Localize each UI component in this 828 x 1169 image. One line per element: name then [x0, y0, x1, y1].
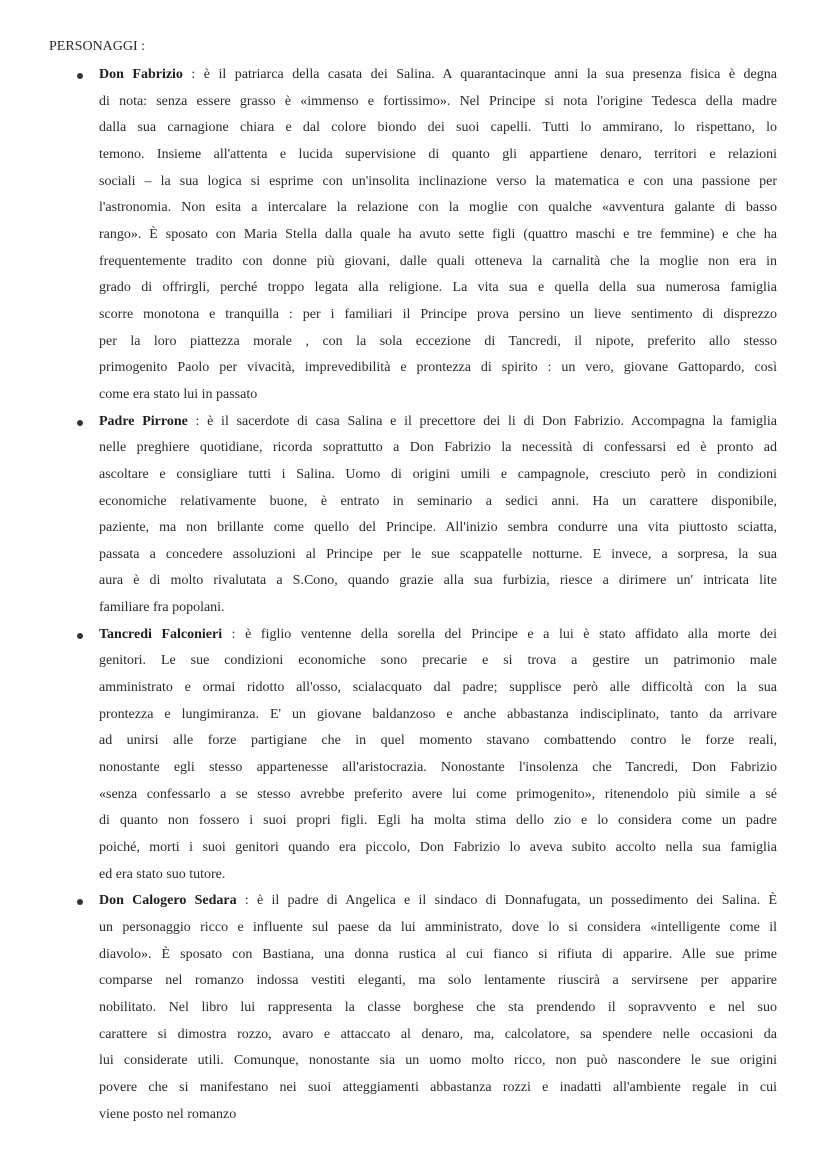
character-name: Padre Pirrone: [99, 413, 188, 429]
text-line: ascoltare e consigliare tutti i Salina. Uomo di origini umili e campagnole, cresciuto però in condizioni: [99, 466, 777, 482]
text-line: [99, 622, 777, 649]
text-line: nelle preghiere quotidiane, ricorda soprattutto a Don Fabrizio la necessità di confessarsi ed è pronto ad: [99, 440, 777, 456]
text-line: frequentemente tradito con donne più giovani, dalle quali otteneva la carnalità che la moglie non era in: [99, 253, 777, 269]
text-line: sociali – la sua logica si esprime con un'insolita inclinazione verso la matematica e con una passione per: [99, 173, 777, 189]
text-line: viene posto nel romanzo: [99, 1106, 237, 1122]
text-line: nonostante egli stesso appartenesse all'aristocrazia. Nonostante l'insolenza che Tancredi, Don Fabrizio: [99, 760, 777, 776]
text-line: economiche relativamente buone, è entrato in seminario a sedici anni. Ha un carattere disponibile,: [99, 493, 777, 509]
text-line: come era stato lui in passato: [99, 386, 258, 402]
character-item: [99, 62, 777, 409]
text-line: aura è di molto rivalutata a S.Cono, quando grazie alla sua furbizia, riesce a dirimere un' intricata lite: [99, 573, 777, 589]
text-line: temono. Insieme all'attenta e lucida supervisione di quanto gli appartiene denaro, territori e relazioni: [99, 146, 777, 162]
bullet-icon: [77, 899, 83, 905]
text-line: poiché, morti i suoi genitori quando era piccolo, Don Fabrizio lo aveva subito accolto nella sua famiglia: [99, 840, 777, 856]
text-line: «senza confessarlo a se stesso avrebbe preferito avere lui come primogenito», ritenendolo più simile a sé: [99, 786, 777, 802]
character-description: : è figlio ventenne della sorella del Principe e a lui è stato affidato alla morte dei: [222, 626, 777, 642]
text-line: comparse nel romanzo indossa vestiti eleganti, ma solo lentamente riuscirà a servirsene per apparire: [99, 973, 777, 989]
text-line: [99, 62, 777, 89]
characters-list: [99, 62, 777, 1128]
text-line: prontezza e lungimiranza. E' un giovane baldanzoso e anche abbastanza indisciplinato, tanto da arrivare: [99, 706, 777, 722]
text-line: paziente, ma non brillante come quello del Principe. All'inizio sembra condurre una vita piuttosto sciatta,: [99, 520, 777, 536]
character-item: [99, 409, 777, 622]
text-line: dalla sua carnagione chiara e dal colore biondo dei suoi capelli. Tutti lo ammirano, lo rispettano, lo: [99, 120, 777, 136]
text-line: lui considerate utili. Comunque, nonostante sia un uomo molto ricco, non può nascondere le sue origini: [99, 1053, 777, 1069]
text-line: [99, 409, 777, 436]
character-item: [99, 888, 777, 1128]
text-line: scorre monotona e tranquilla : per i familiari il Principe prova persino un lieve sentimento di disprezzo: [99, 306, 777, 322]
character-description: : è il sacerdote di casa Salina e il precettore dei li di Don Fabrizio. Accompagna la famiglia: [187, 413, 777, 429]
text-line: ad unirsi alle forze partigiane che in quel momento stavano combattendo contro le forze reali,: [99, 733, 777, 749]
bullet-icon: [77, 420, 83, 426]
text-line: per la loro piattezza morale , con la sola eccezione di Tancredi, il nipote, preferito allo stesso: [99, 333, 777, 349]
text-line: di nota: senza essere grasso è «immenso e fortissimo». Nel Principe si nota l'origine Tedesca della madre: [99, 93, 777, 109]
character-description: : è il padre di Angelica e il sindaco di Donnafugata, un possedimento dei Salina. È: [236, 893, 777, 909]
text-line: un personaggio ricco e influente sul paese da lui amministrato, dove lo si considera «intelligente come il: [99, 920, 777, 935]
text-line: amministrato e ormai ridotto all'osso, scialacquato dal padre; supplisce però alle difficoltà con la sua: [99, 680, 777, 696]
section-title: PERSONAGGI :: [49, 39, 146, 54]
bullet-icon: [77, 633, 83, 639]
text-line: diavolo». È sposato con Bastiana, una donna rustica al cui fianco si rifiuta di apparire. Alle sue prime: [99, 946, 777, 962]
bullet-icon: [77, 73, 83, 79]
character-name: Tancredi Falconieri: [99, 626, 223, 642]
text-line: nobilitato. Nel libro lui rappresenta la classe borghese che sta prendendo il sopravvento e nel suo: [99, 999, 777, 1015]
text-line: [99, 888, 777, 915]
character-name: Don Calogero Sedara: [99, 893, 237, 909]
character-description: : è il patriarca della casata dei Salina. A quarantacinque anni la sua presenza fisica è degna: [182, 67, 777, 82]
text-line: primogenito Paolo per vivacità, imprevedibilità e prontezza di spirito : un vero, giovane Gattopardo, così: [99, 360, 777, 376]
text-line: carattere si dimostra rozzo, avaro e attaccato al denaro, ma, calcolatore, sa spendere nelle occasioni da: [99, 1026, 777, 1042]
text-line: grado di offrirgli, perché troppo legata alla religione. La vita sua e quella della sua numerosa famiglia: [99, 280, 777, 296]
character-name: Don Fabrizio: [99, 67, 183, 82]
text-line: ed era stato suo tutore.: [99, 866, 226, 882]
text-line: familiare fra popolani.: [99, 600, 225, 616]
text-line: passata a concedere assoluzioni al Principe per le sue scappatelle notturne. E invece, a sorpresa, la sua: [99, 546, 777, 562]
text-line: genitori. Le sue condizioni economiche sono precarie e si trova a gestire un patrimonio male: [99, 653, 777, 669]
text-line: l'astronomia. Non esita a intercalare la relazione con la moglie con qualche «avventura galante di basso: [99, 200, 777, 216]
character-item: [99, 622, 777, 889]
text-line: rango». È sposato con Maria Stella dalla quale ha avuto sette figli (quattro maschi e tre femmine) e che ha: [99, 226, 777, 242]
text-line: di quanto non fossero i suoi propri figli. Egli ha molta stima dello zio e lo considera come un padre: [99, 813, 777, 829]
text-line: povere che si manifestano nei suoi atteggiamenti abbastanza rozzi e inadatti all'ambiente regale in cui: [99, 1079, 777, 1095]
